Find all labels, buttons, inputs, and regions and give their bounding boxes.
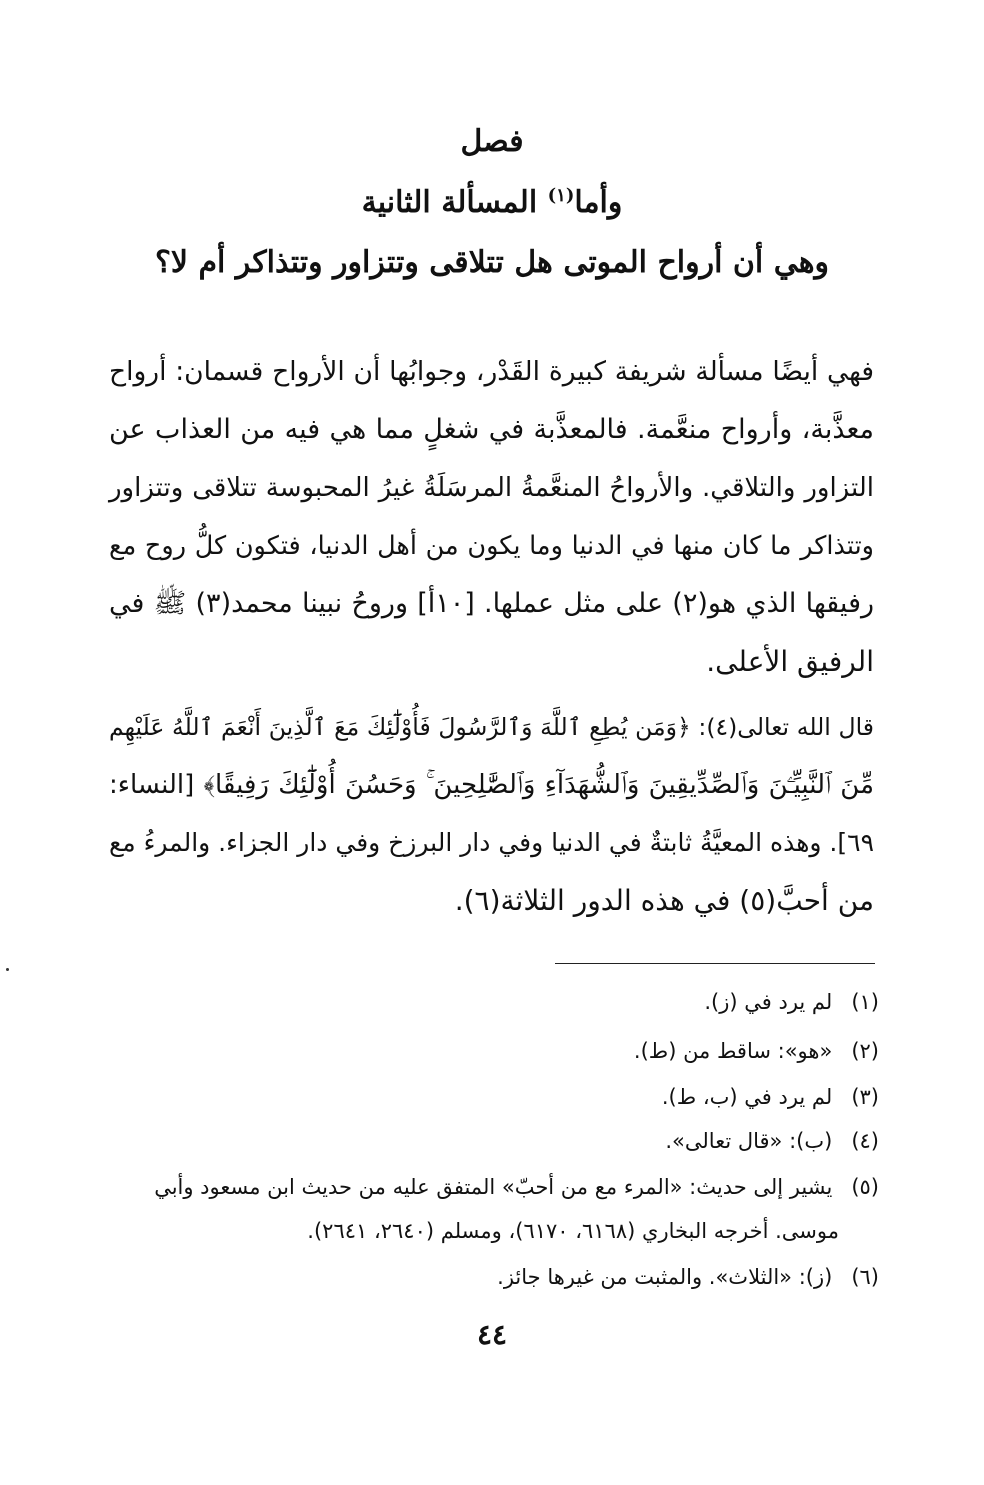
- body-line: وتتذاكر ما كان منها في الدنيا وما يكون من أهل الدنيا، فتكون كلُّ روح مع: [109, 531, 874, 561]
- subheading-second-question: [0, 185, 984, 220]
- body-line: فهي أيضًا مسألة شريفة كبيرة القَدْر، وجوابُها أن الأرواح قسمان: أرواح: [109, 356, 874, 387]
- body-line: معذَّبة، وأرواح منعَّمة. فالمعذَّبة في شغلٍ مما هي فيه من العذاب عن: [109, 414, 874, 445]
- footnote-number: (٤): [851, 1129, 879, 1153]
- body-line-quran: قال الله تعالى(٤): ﴿وَمَن يُطِعِ ٱللَّهَ وَٱلرَّسُولَ فَأُوْلَٰٓئِكَ مَعَ ٱلَّذِينَ أَنْعَمَ ٱللَّهُ عَلَيْهِم: [109, 713, 874, 741]
- footnote-text: (ب): «قال تعالى».: [665, 1129, 833, 1153]
- footnote: [89, 1080, 879, 1114]
- footnote-text: موسى. أخرجه البخاري (٦١٦٨، ٦١٧٠)، ومسلم (٢٦٤٠، ٢٦٤١).: [307, 1219, 839, 1243]
- body-line: الرفيق الأعلى.: [706, 645, 874, 678]
- footnote-number: (١): [851, 990, 879, 1014]
- section-heading: فصل: [460, 124, 524, 159]
- body-line: ٦٩]. وهذه المعيَّةُ ثابتةٌ في الدنيا وفي دار البرزخ وفي دار الجزاء. والمرءُ مع: [108, 828, 874, 857]
- footnote-text: لم يرد في (ب، ط).: [661, 1085, 833, 1109]
- footnote-number: (٦): [851, 1265, 879, 1289]
- footnote-divider: [555, 963, 875, 964]
- question-heading: وهي أن أرواح الموتى هل تتلاقى وتتزاور وتتذاكر أم لا؟: [154, 245, 830, 280]
- footnote-number: (٢): [851, 1039, 879, 1063]
- scan-speck: [6, 968, 9, 971]
- body-line: رفيقها الذي هو(٢) على مثل عملها. [١٠أ] وروحُ نبينا محمد(٣) ﷺ في: [109, 588, 875, 619]
- footnote: [89, 985, 879, 1019]
- body-line-quran: مِّنَ ٱلنَّبِيِّـۧنَ وَٱلصِّدِّيقِينَ وَٱلشُّهَدَآءِ وَٱلصَّٰلِحِينَ ۚ وَحَسُنَ أُوْلَٰٓئِكَ رَفِيقًا﴾ [النساء:: [109, 770, 874, 800]
- subheading-prefix: وأما: [574, 185, 623, 220]
- footnote-text: «هو»: ساقط من (ط).: [633, 1039, 833, 1063]
- footnote-marker: (١): [547, 185, 575, 206]
- footnote-text: يشير إلى حديث: «المرء مع من أحبّ» المتفق عليه من حديث ابن مسعود وأبي: [154, 1175, 833, 1199]
- subheading-rest: المسألة الثانية: [361, 185, 548, 220]
- body-line: التزاور والتلاقي. والأرواحُ المنعَّمةُ المرسَلَةُ غيرُ المحبوسة تتلاقى وتتزاور: [109, 473, 874, 503]
- footnote-number: (٥): [851, 1175, 879, 1199]
- body-line: من أحبَّ(٥) في هذه الدور الثلاثة(٦).: [454, 884, 874, 917]
- footnote: [89, 1260, 879, 1294]
- footnote: [89, 1034, 879, 1068]
- footnote-continuation: [89, 1214, 839, 1248]
- footnote-text: (ز): «الثلاث». والمثبت من غيرها جائز.: [497, 1265, 833, 1289]
- page-number: ٤٤: [476, 1318, 508, 1351]
- footnote-text: لم يرد في (ز).: [704, 990, 833, 1014]
- footnote: [89, 1124, 879, 1158]
- footnote-number: (٣): [851, 1085, 879, 1109]
- footnote: [89, 1170, 879, 1204]
